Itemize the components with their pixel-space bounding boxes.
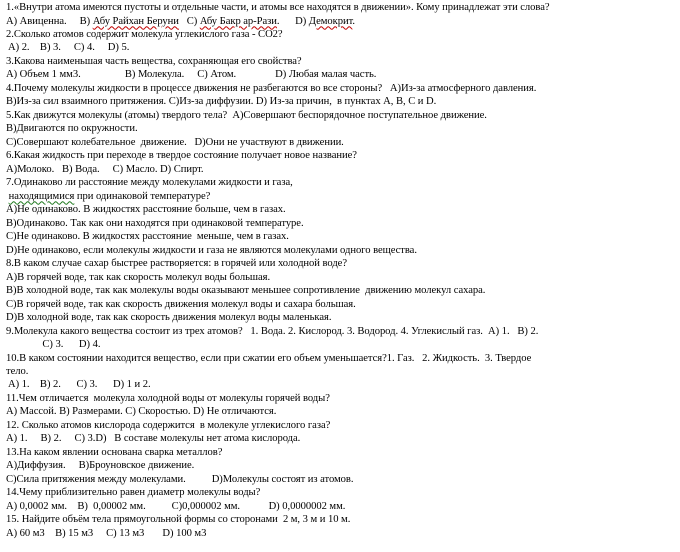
text-line: C)В горячей воде, так как скорость движения молекул воды и сахара большая. [6, 298, 356, 310]
spellcheck-underlined-word: находящимися [8, 190, 75, 202]
text-line: 2.Сколько атомов содержит молекула углекислого газа - СО2? [6, 29, 283, 40]
text-line: D)Не одинаково, если молекулы жидкости и газа не являются молекулами одного вещества. [6, 244, 417, 256]
text-line: D)В холодной воде, так как скорость движения молекул воды маленькая. [6, 312, 332, 323]
text-line: 13.На каком явлении основана сварка металлов? [6, 446, 223, 458]
text-line: B)Двигаются по окружности. [6, 123, 138, 135]
text-line: A) 1. B) 2. C) 3.D) В составе молекулы нет атома кислорода. [6, 433, 301, 445]
text-line: 1.«Внутри атома имеются пустоты и отдельные части, и атомы все находятся в движении». Кому принадлежат эти слова? [6, 2, 550, 13]
text-line: A) 2. B) 3. C) 4. D) 5. [6, 42, 130, 54]
text-line: A)Не одинаково. В жидкостях расстояние больше, чем в газах. [6, 204, 286, 216]
text-line: 7.Одинаково ли расстояние между молекулами жидкости и газа, [6, 177, 293, 189]
text-line: 11.Чем отличается молекула холодной воды от молекулы горячей воды? [6, 392, 330, 404]
text-line: C) 3. D) 4. [6, 339, 101, 350]
text-line: 8.В каком случае сахар быстрее растворяется: в горячей или холодной воде? [6, 258, 347, 270]
text-line: A) Объем 1 мм3. B) Молекула. C) Атом. D) Любая малая часть. [6, 69, 377, 81]
text-line: A)В горячей воде, так как скорость молекул воды большая. [6, 271, 271, 283]
text-line: C)Совершают колебательное движение. D)Они не участвуют в движении. [6, 136, 344, 148]
text-line: C)Не одинаково. В жидкостях расстояние меньше, чем в газах. [6, 231, 289, 243]
text-line: A) 60 м3 B) 15 м3 C) 13 м3 D) 100 м3 [6, 527, 207, 539]
text-line: A) 0,0002 мм. B) 0,00002 мм. C)0,000002 мм. D) 0,0000002 мм. [6, 500, 346, 512]
text-line: 10.В каком состоянии находится вещество, если при сжатии его объем уменьшается?1. Газ. 2. Жидкость. 3. Твердое [6, 352, 532, 364]
text-line: A) 1. B) 2. C) 3. D) 1 и 2. [6, 379, 151, 391]
text-line: тело. [6, 366, 29, 377]
text-line: B)Из-за сил взаимного притяжения. C)Из-за диффузии. D) Из-за причин, в пунктах A, B, C и D. [6, 96, 437, 108]
text-line: 3.Какова наименьшая часть вещества, сохраняющая его свойства? [6, 55, 302, 67]
text-line: A)Диффузия. B)Броуновское движение. [6, 460, 195, 472]
spellcheck-underlined-word: Абу Райхан Беруни [92, 15, 179, 27]
text-line: A)Молоко. B) Вода. C) Масло. D) Спирт. [6, 163, 204, 175]
text-line: 4.Почему молекулы жидкости в процессе движения не разбегаются во все стороны? A)Из-за атмосферного давления. [6, 82, 537, 94]
text-line: B)Одинаково. Так как они находятся при одинаковой температуре. [6, 217, 304, 229]
text-line: находящимися при одинаковой температуре? [8, 190, 211, 202]
text-line: 14.Чему приблизительно равен диаметр молекулы воды? [6, 487, 261, 499]
spellcheck-underlined-word: Демокрит [308, 15, 353, 27]
text-line: C)Сила притяжения между молекулами. D)Молекулы состоят из атомов. [6, 473, 354, 485]
text-line: A) Авиценна. B) Абу Райхан Беруни C) Абу Бакр ар-Рази. D) Демокрит. [6, 15, 356, 27]
text-line: 12. Сколько атомов кислорода содержится в молекуле углекислого газа? [6, 419, 331, 431]
text-line: A) Массой. B) Размерами. C) Скоростью. D) Не отличаются. [6, 406, 277, 418]
text-line: 9.Молекула какого вещества состоит из трех атомов? 1. Вода. 2. Кислород. 3. Водород. 4. Углекислый газ. A) 1. B) 2. [6, 325, 539, 337]
text-line: B)В холодной воде, так как молекулы воды оказывают меньшее сопротивление движению молекул сахара. [6, 285, 486, 297]
text-line: 5.Как движутся молекулы (атомы) твердого тела? A)Совершают беспорядочное поступательное движение. [6, 109, 487, 121]
text-line: 6.Какая жидкость при переходе в твердое состояние получает новое название? [6, 150, 357, 162]
spellcheck-underlined-word: Абу Бакр ар-Рази [199, 15, 277, 27]
text-line: 15. Найдите объём тела прямоугольной формы со сторонами 2 м, 3 м и 10 м. [6, 514, 351, 526]
